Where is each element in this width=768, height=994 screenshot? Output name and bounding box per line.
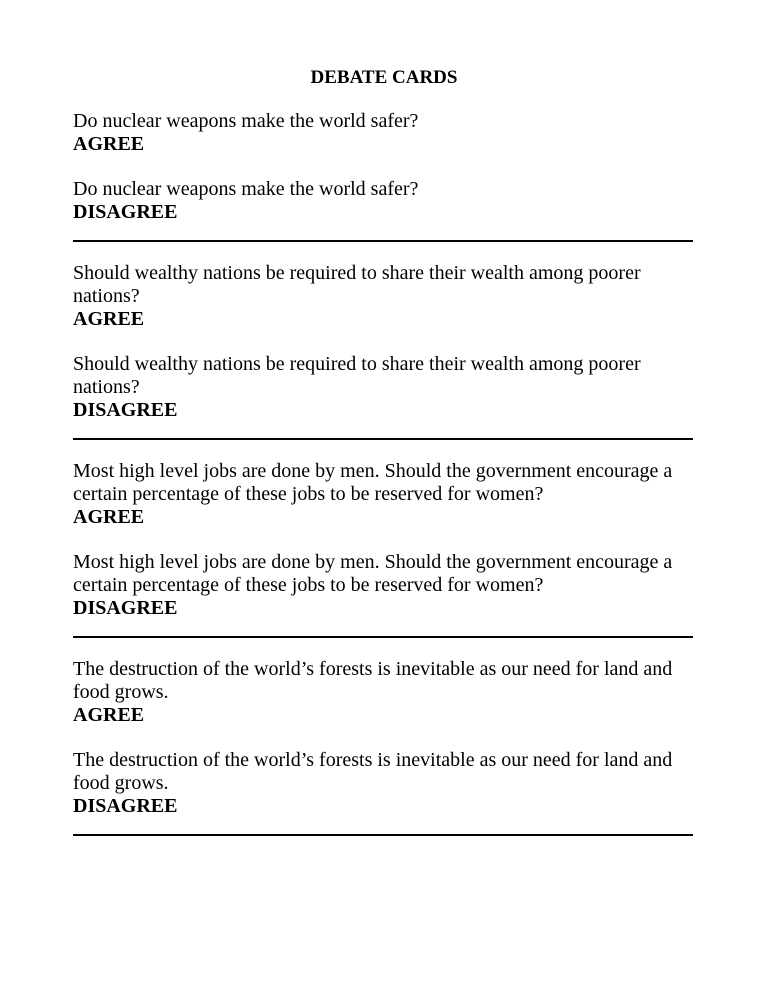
card-question: The destruction of the world’s forests is inevitable as our need for land and food grows. — [73, 658, 673, 703]
card-position: AGREE — [73, 704, 145, 726]
card-question: Do nuclear weapons make the world safer? — [73, 178, 419, 200]
card-question: Should wealthy nations be required to share their wealth among poorer nations? — [73, 262, 641, 307]
card-position: AGREE — [73, 133, 145, 155]
debate-card — [73, 658, 698, 727]
debate-card — [73, 178, 698, 224]
debate-cards-container — [73, 110, 698, 856]
section-divider — [73, 636, 693, 638]
page-title: DEBATE CARDS — [310, 67, 458, 88]
card-question: Do nuclear weapons make the world safer? — [73, 110, 419, 132]
debate-card — [73, 551, 698, 620]
card-position: AGREE — [73, 308, 145, 330]
card-position: DISAGREE — [73, 597, 178, 619]
section-divider — [73, 834, 693, 836]
card-position: AGREE — [73, 506, 145, 528]
card-question: Should wealthy nations be required to share their wealth among poorer nations? — [73, 353, 641, 398]
section-divider — [73, 438, 693, 440]
card-position: DISAGREE — [73, 795, 178, 817]
card-question: Most high level jobs are done by men. Should the government encourage a certain percentage of these jobs to be reserved for women? — [73, 551, 673, 596]
debate-card — [73, 262, 698, 331]
card-position: DISAGREE — [73, 399, 178, 421]
debate-card — [73, 353, 698, 422]
card-question: The destruction of the world’s forests is inevitable as our need for land and food grows. — [73, 749, 673, 794]
debate-card — [73, 110, 698, 156]
section-divider — [73, 240, 693, 242]
card-question: Most high level jobs are done by men. Should the government encourage a certain percentage of these jobs to be reserved for women? — [73, 460, 673, 505]
card-position: DISAGREE — [73, 201, 178, 223]
debate-card — [73, 749, 698, 818]
debate-card — [73, 460, 698, 529]
